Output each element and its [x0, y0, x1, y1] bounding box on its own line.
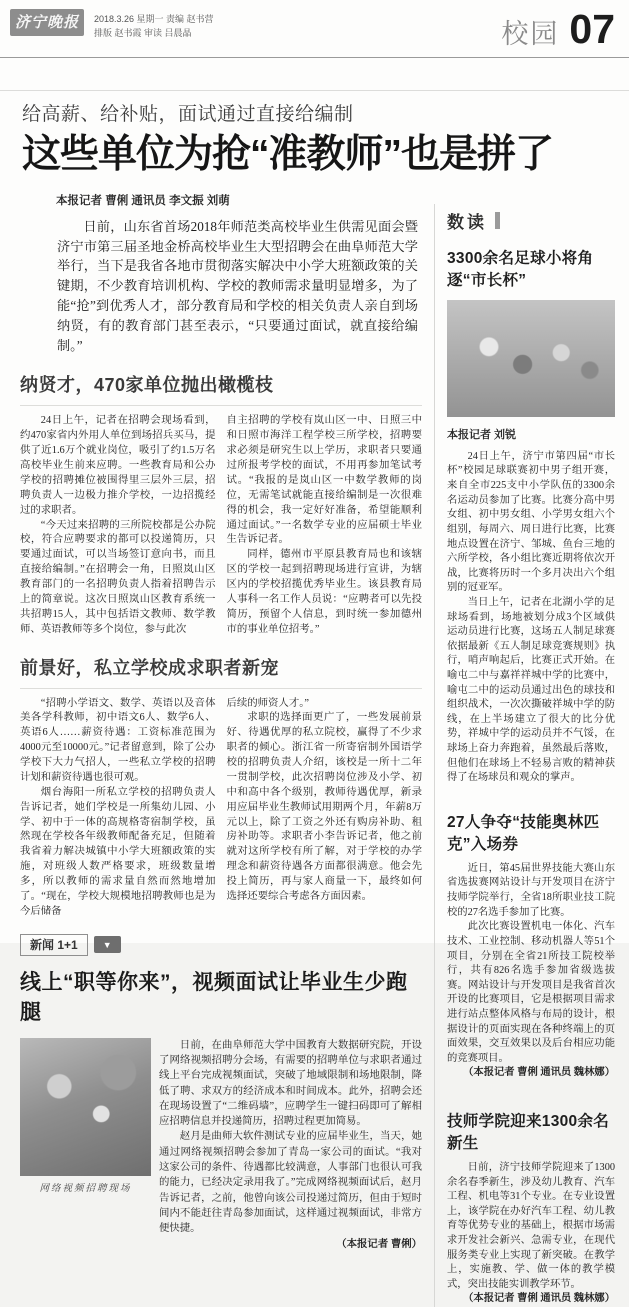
paragraph: 日前，在曲阜师范大学中国教育大数据研究院，开设了网络视频招聘分会场，有需要的招聘单位与求职者通过线上平台完成视频面试，突破了地域限制和场地限制，降低了聘、求双方的经济成本和时间成本。此外，招聘会还在现场设置了“二维码墙”，应聘学生一键扫码即可了解相应招聘信息并投递简历，招聘过程更加简易。 — [159, 1039, 422, 1128]
sidebar-article3-headline: 技师学院迎来1300余名新生 — [447, 1113, 610, 1152]
section1-col1 — [20, 414, 216, 637]
kicker: 给高薪、给补贴，面试通过直接给编制 — [22, 104, 354, 125]
page-header-right — [501, 6, 615, 52]
page-number: 07 — [569, 6, 615, 52]
news-1plus1-text — [159, 1038, 422, 1252]
section2-col2 — [227, 697, 423, 920]
paragraph: 此次比赛设置机电一体化、汽车技术、工业控制、移动机器人等51个项目，分别在全省21所技工院校举行，共有826名选手参加省级选拔赛。网站设计与开发项目是我省首次开设的比赛项目，它是根据项目需求进行站点整体风格与布局的设计，根据设计的页面实现在各种终端上的页面效果，交互效果以及后台相应功能的竞赛项目。 — [447, 921, 615, 1064]
paragraph: 24日上午，济宁市第四届“市长杯”校园足球联赛初中男子组开赛，来自全市225支中小学队伍的3300余名运动员参加了比赛。比赛分高中男女组、初中男女组、小学男女组六个组别，每周六、周日进行比赛，比赛地点设置在济宁、邹城、鱼台三地的六所学校，各小组比赛近期将依次开战，比赛将历时一个多月决出六个组别的冠亚军。 — [447, 450, 615, 594]
section-bar — [495, 212, 500, 229]
column-divider — [434, 204, 435, 1307]
paragraph: 同样，德州市平原县教育局也和该辖区的学校一起到招聘现场进行宣讲，为辖区内的学校招揽优秀毕业生。该县教育局人事科一名工作人员说：“应聘者可以先投简历，预留个人信息，到时统一参加德州市的事业单位招考。” — [226, 549, 422, 635]
paragraph: 烟台海阳一所私立学校的招聘负责人告诉记者，她们学校是一所集幼儿园、小学、初中于一体的高规格寄宿制学校，虽然现在学校各年级教师配备充足，但随着我省着力解决城镇中小学大班额政策的实施，对班级人数严格要求，班级数量增多，所以教师的需求量自然而然地增加了。“现在，学校大规模地招聘教师也是为今后储备 — [20, 786, 216, 917]
paragraph: 求职的选择面更广了，一些发展前景好、待遇优厚的私立院校，赢得了不少求职者的倾心。浙江省一所寄宿制外国语学校的招聘负责人介绍，该校是一所十二年一贯制学校，此次招聘岗位涉及小学、初中和高中各个级别，教师待遇优厚，新录用应届毕业生教师试用期两个月，年薪8万元以上，除了工资之外还有购房补助、租房补助等。求职者小李告诉记者，他之前就对这所学校有所了解，对于学校的办学理念和薪资待遇各方面都很满意。他会先投上简历，再与家人商量一下，最终如何选择还要综合考虑各方面因素。 — [226, 712, 422, 902]
paragraph: 赵月是曲师大软件测试专业的应届毕业生，当天，她通过网络视频招聘会参加了青岛一家公司的面试。“我对这家公司的条件、待遇都比较满意，人事部门也很认可我的能力，已经决定录用我了。”完成网络视频面试后，赵月告诉记者，之前，他曾向该公司投递过简历，但由于短时间内不能赶往青岛参加面试，这样通过视频面试，非常方便快捷。 — [159, 1131, 422, 1235]
photo-block — [20, 1038, 151, 1252]
lead-text: 日前，山东省首场2018年师范类高校毕业生供需见面会暨济宁市第三届圣地金桥高校毕业生大型招聘会在曲阜师范大学举行，当下是我省各地市贯彻落实解决中小学大班额政策的关键期，不少教育培训机构、学校的教师需求量明显增多，为了能“抢”到优秀人才，部分教育局和学校的相关负责人亲自到场纳贤，有的教育部门甚至表示，“只要通过面试，就直接给编制。” — [57, 218, 418, 353]
section1-rule — [20, 405, 422, 406]
paragraph: 当日上午，记者在北湖小学的足球场看到，场地被划分成3个区域供运动员进行比赛，这场五人制足球赛依据最新《五人制足球竞赛规则》执行，哨声响起后，比赛正式开始。在喻屯二中与嘉祥祥城中学的比赛中，喻屯二中的运动员通过出色的球技和组织战术，一次次撕破祥城中学的防线，在上半场建立了很大的比分优势，祥城中学的运动员并不气馁，在球场上奋力奔跑着，虽然最后落败，但他们在球场上不轻易言败的精神获得了在场球员和观众的掌声。 — [447, 596, 615, 784]
sidebar-section-label — [447, 208, 615, 233]
edition-meta — [94, 9, 214, 41]
story-credit: （本报记者 曹俐 通讯员 魏林娜） — [463, 1067, 615, 1079]
news-1plus1-label: 新闻 1+1 — [20, 934, 88, 956]
sidebar-article2-headline: 27人争夺“技能奥林匹克”入场券 — [447, 813, 600, 853]
soccer-match-photo — [447, 300, 615, 417]
main-headline: 这些单位为抢“准教师”也是拼了 — [22, 133, 554, 176]
sidebar-article1-headline: 3300余名足球小将角逐“市长杯” — [447, 249, 594, 289]
content-area — [0, 192, 629, 1307]
paragraph: 自主招聘的学校有岚山区一中、日照三中和日照市海洋工程学校三所学校，招聘要求必须是研究生以上学历，求职者只要通过所报考学校的面试，不用再参加笔试考试。“我报的是岚山区一中数学教师的岗位，无需笔试就能直接给编制是一次很难得的机会，我一定好好准备，希望能顺利通过面试。”一名数学专业的应届硕士毕业生告诉记者。 — [226, 415, 422, 546]
byline: 本报记者 曹俐 通讯员 李文振 刘萌 — [56, 194, 230, 207]
lead-paragraph — [20, 217, 422, 356]
paragraph: 后续的师资人才。” — [226, 697, 310, 709]
newspaper-logo: 济宁晚报 — [10, 9, 84, 36]
sidebar-article3-body — [447, 1161, 615, 1307]
photo-caption: 网络视频招聘现场 — [39, 1182, 132, 1194]
story-credit: （本报记者 曹俐） — [336, 1238, 422, 1250]
sidebar-label-text: 数读 — [447, 212, 487, 232]
section-name: 校园 — [501, 19, 560, 49]
news-1plus1-row — [20, 934, 422, 956]
section1-col2 — [227, 414, 423, 637]
section1-heading: 纳贤才，470家单位抛出橄榄枝 — [20, 375, 274, 396]
date-line: 2018.3.26 星期一 责编 赵书营 — [94, 14, 214, 24]
story-credit: （本报记者 曹俐 通讯员 魏林娜） — [463, 1293, 615, 1305]
main-story-column — [20, 192, 422, 1307]
header-rule — [0, 57, 629, 58]
paragraph: 24日上午，记者在招聘会现场看到，约470家省内外用人单位到场招兵买马，提供了近1.6万个就业岗位，吸引了约1.5万名高校毕业生前来应聘。一些教育局和公办学校的招聘摊位被围得里三层外三层，招聘负责人一边极力推介学校，一边招揽经过的求职者。 — [20, 415, 216, 516]
sidebar-column — [447, 192, 615, 1307]
photo-credit: 本报记者 刘锐 — [447, 428, 517, 441]
section2-col1 — [20, 697, 216, 920]
lead-headline-block — [0, 91, 629, 178]
section2-rule — [20, 688, 422, 689]
video-recruitment-photo — [20, 1038, 151, 1176]
sidebar-article2-body — [447, 862, 615, 1081]
section1-body — [20, 414, 422, 637]
section2-heading: 前景好，私立学校成求职者新宠 — [20, 657, 279, 678]
arrow-down-icon: ▼ — [94, 936, 121, 953]
paragraph: “招聘小学语文、数学、英语以及音体美各学科教师，初中语文6人、数学6人、英语6人……薪资待遇：工资标准范围为4000元至10000元。”记者留意到，除了公办学校下大力气招人，一些私立学校的招聘计划和薪资待遇也很可观。 — [20, 697, 216, 783]
sidebar-article1-body — [447, 450, 615, 786]
masthead — [0, 0, 629, 55]
news-1plus1-headline: 线上“职等你来”，视频面试让毕业生少跑腿 — [20, 970, 408, 1024]
news-1plus1-body — [20, 1038, 422, 1252]
paragraph: 日前，济宁技师学院迎来了1300余名春季新生，涉及幼儿教育、汽车工程、机电等31个专业。在专业设置上，该学院在办好汽车工程、幼儿教育等优势专业的基础上，根据市场需求开发社会新兴、急需专业，在现代服务类专业上实现了新突破。在教学上，实施教、学、做一体的教学模式，突出技能实训教学环节。 — [447, 1162, 615, 1290]
paragraph: 近日，第45届世界技能大赛山东省选拔赛网站设计与开发项目在济宁技师学院举行，全省18所职业技工院校的27名选手参加了比赛。 — [447, 862, 615, 918]
paragraph: “今天过来招聘的三所院校都是公办院校，符合应聘要求的都可以投递简历，只要通过面试，可以当场签订意向书，而且直接给编制。”在招聘会一角，日照岚山区教育部门的一名招聘负责人指着招聘告示上的简章说。这次日照岚山区教育系统一共招聘15人，其中包括语文教师、数学教师、英语教师等多个岗位，参与此次 — [20, 519, 216, 635]
section2-body — [20, 697, 422, 920]
staff-line: 排版 赵书霞 审读 吕晨晶 — [94, 28, 192, 39]
